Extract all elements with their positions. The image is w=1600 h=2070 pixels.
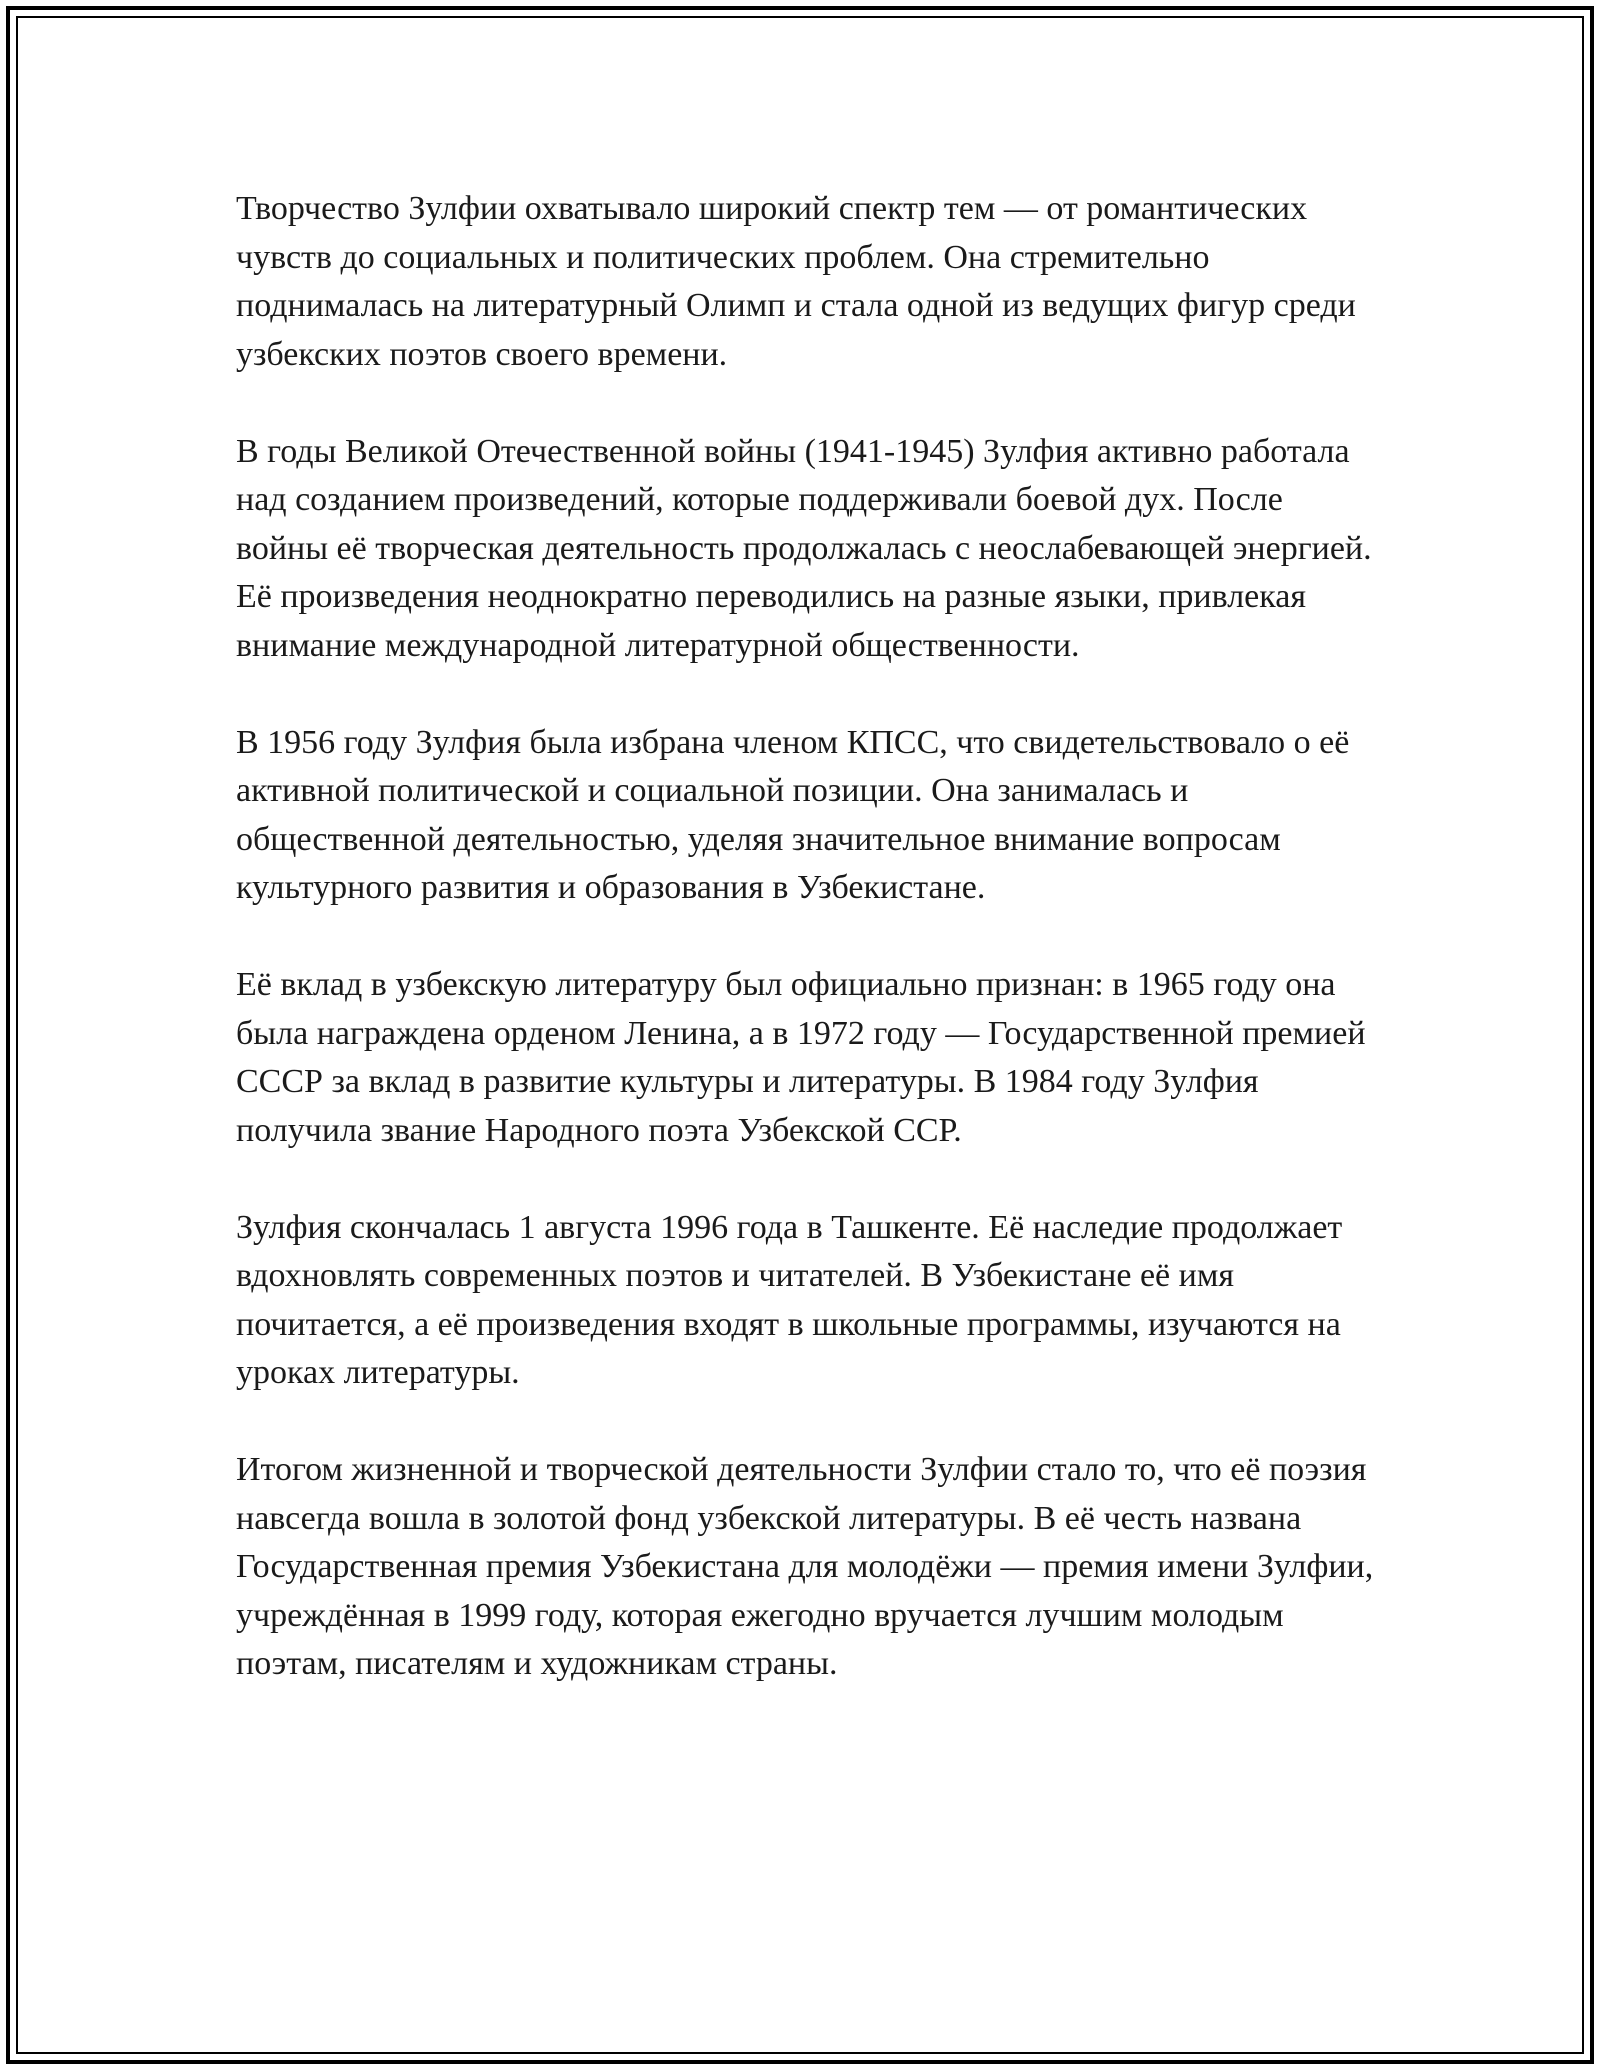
paragraph-death-legacy: Зулфия скончалась 1 августа 1996 года в Ташкенте. Её наследие продолжает вдохновлять современных поэтов и читателей. В Узбекистане её имя почитается, а её произведения входят в школьные программы, изучаются на уроках литературы. [236, 1208, 1343, 1391]
paragraph-party-membership: В 1956 году Зулфия была избрана членом КПСС, что свидетельствовало о её активной политической и социальной позиции. Она занималась и общественной деятельностью, уделяя значительное внимание вопросам культурного развития и образования в Узбекистане. [236, 723, 1350, 906]
paragraph-conclusion: Итогом жизненной и творческой деятельности Зулфии стало то, что её поэзия навсегда вошла в золотой фонд узбекской литературы. В её честь названа Государственная премия Узбекистана для молодёжи — премия имени Зулфии, учреждённая в 1999 году, которая ежегодно вручается лучшим молодым поэтам, писателям и художникам страны. [236, 1451, 1374, 1682]
paragraph-themes: Творчество Зулфии охватывало широкий спектр тем — от романтических чувств до социальных и политических проблем. Она стремительно поднималась на литературный Олимп и стала одной из ведущих фигур среди узбекских поэтов своего времени. [236, 190, 1356, 373]
document-body [236, 185, 1376, 1689]
paragraph-war-years: В годы Великой Отечественной войны (1941-1945) Зулфия активно работала над созданием произведений, которые поддерживали боевой дух. После войны её творческая деятельность продолжалась с неослабевающей энергией. Её произведения неоднократно переводились на разные языки, привлекая внимание международной литературной общественности. [236, 432, 1372, 664]
paragraph-awards: Её вклад в узбекскую литературу был официально признан: в 1965 году она была награждена орденом Ленина, а в 1972 году — Государственной премией СССР за вклад в развитие культуры и литературы. В 1984 году Зулфия получила звание Народного поэта Узбекской ССР. [236, 966, 1366, 1149]
